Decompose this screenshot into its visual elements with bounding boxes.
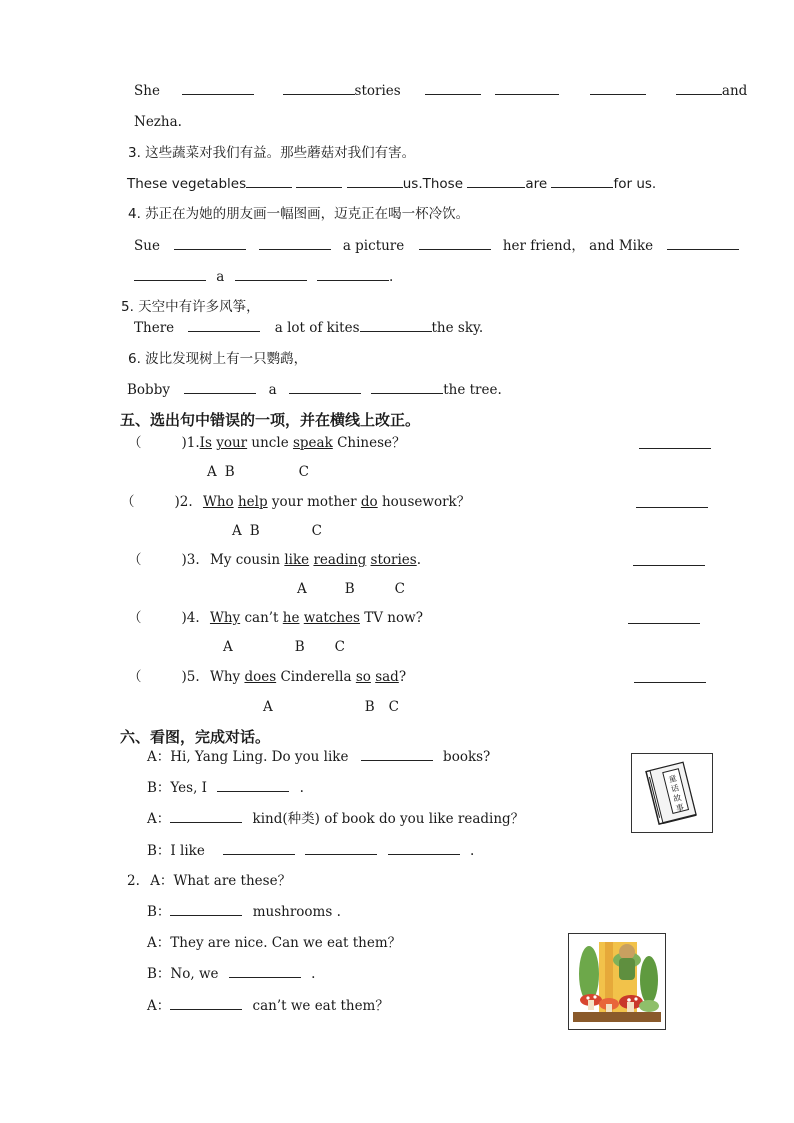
option-labels: A B C [207,464,310,480]
answer-blank[interactable] [371,381,443,394]
svg-text:故: 故 [672,793,683,804]
answer-blank[interactable] [347,175,403,188]
answer-blank[interactable] [170,810,242,823]
q4-prompt: 4. 苏正在为她的朋友画一幅图画，迈克正在喝一杯冷饮。 [128,206,470,222]
error-item-2: （ )2. Who help your mother do housework？ [121,494,471,510]
answer-blank[interactable] [170,903,242,916]
dialogue-2-line-1: 2. A：What are these？ [127,873,292,889]
dialogue-2-line-5: A： can’t we eat them？ [147,998,389,1014]
correction-blank[interactable] [633,553,705,566]
answer-blank[interactable] [134,268,206,281]
svg-text:话: 话 [670,783,681,794]
q4-answer-line1: Sue a picture her friend， and Mike [134,237,739,255]
option-labels: A B C [232,523,323,539]
answer-blank[interactable] [182,82,254,95]
correction-blank[interactable] [639,436,711,449]
option-labels: A B C [297,581,406,597]
option-labels: A B C [263,699,400,715]
answer-blank[interactable] [246,175,292,188]
dialogue-1-line-2: B：Yes, I . [147,780,304,796]
answer-blank[interactable] [174,237,246,250]
q3-answer-line: These vegetables us.Those are for us. [127,176,657,192]
answer-blank[interactable] [217,779,289,792]
q3-prompt: 3. 这些蔬菜对我们有益。那些蘑菇对我们有害。 [128,145,416,161]
answer-blank[interactable] [360,319,432,332]
book-picture [631,753,713,833]
correction-blank[interactable] [628,611,700,624]
section-5-heading: 五、选出句中错误的一项，并在横线上改正。 [120,411,421,429]
answer-blank[interactable] [317,268,389,281]
error-item-1: （ )1.Is your uncle speak Chinese？ [128,435,406,451]
correction-blank[interactable] [634,670,706,683]
answer-blank[interactable] [467,175,525,188]
section-6-heading: 六、看图，完成对话。 [120,728,271,746]
answer-blank[interactable] [495,82,559,95]
option-labels: A B C [223,639,346,655]
answer-blank[interactable] [223,842,295,855]
dialogue-1-line-3: A： kind(种类) of book do you like reading？ [147,811,525,827]
book-icon [632,754,712,832]
dialogue-1-line-1: A：Hi, Yang Ling. Do you like books? [147,749,491,765]
answer-blank[interactable] [229,965,301,978]
answer-blank[interactable] [305,842,377,855]
answer-blank[interactable] [590,82,646,95]
q6-answer-line: Bobby a the tree. [127,382,502,398]
answer-blank[interactable] [425,82,481,95]
answer-blank[interactable] [170,997,242,1010]
svg-text:事: 事 [674,802,685,814]
answer-blank[interactable] [667,237,739,250]
error-item-3: （ )3. My cousin like reading stories. [128,552,421,568]
answer-blank[interactable] [676,82,722,95]
answer-blank[interactable] [235,268,307,281]
answer-blank[interactable] [184,381,256,394]
answer-blank[interactable] [142,435,182,447]
q2-line1: She stories and [134,83,748,99]
answer-blank[interactable] [388,842,460,855]
dialogue-2-line-4: B：No, we . [147,966,316,982]
q5-answer-line: There a lot of kites the sky. [134,320,484,336]
error-item-5: （ )5. Why does Cinderella so sad? [128,669,407,685]
mushrooms-picture [568,933,666,1030]
correction-blank[interactable] [636,495,708,508]
q6-prompt: 6. 波比发现树上有一只鹦鹉， [128,351,308,367]
q4-answer-line2: a . [134,268,393,286]
book-title: 童 [667,773,678,785]
answer-blank[interactable] [283,82,355,95]
answer-blank[interactable] [259,237,331,250]
dialogue-1-line-4: B：I like . [147,843,475,859]
dialogue-2-line-3: A：They are nice. Can we eat them？ [147,935,402,951]
q2-line2: Nezha. [134,114,182,130]
error-item-4: （ )4. Why can’t he watches TV now? [128,610,423,626]
q5-prompt: 5. 天空中有许多风筝， [121,299,260,315]
answer-blank[interactable] [188,319,260,332]
answer-blank[interactable] [289,381,361,394]
dialogue-2-line-2: B： mushrooms . [147,904,341,920]
mushroom-scene-icon [569,934,665,1029]
answer-blank[interactable] [296,175,342,188]
answer-blank[interactable] [361,748,433,761]
answer-blank[interactable] [551,175,613,188]
answer-blank[interactable] [419,237,491,250]
